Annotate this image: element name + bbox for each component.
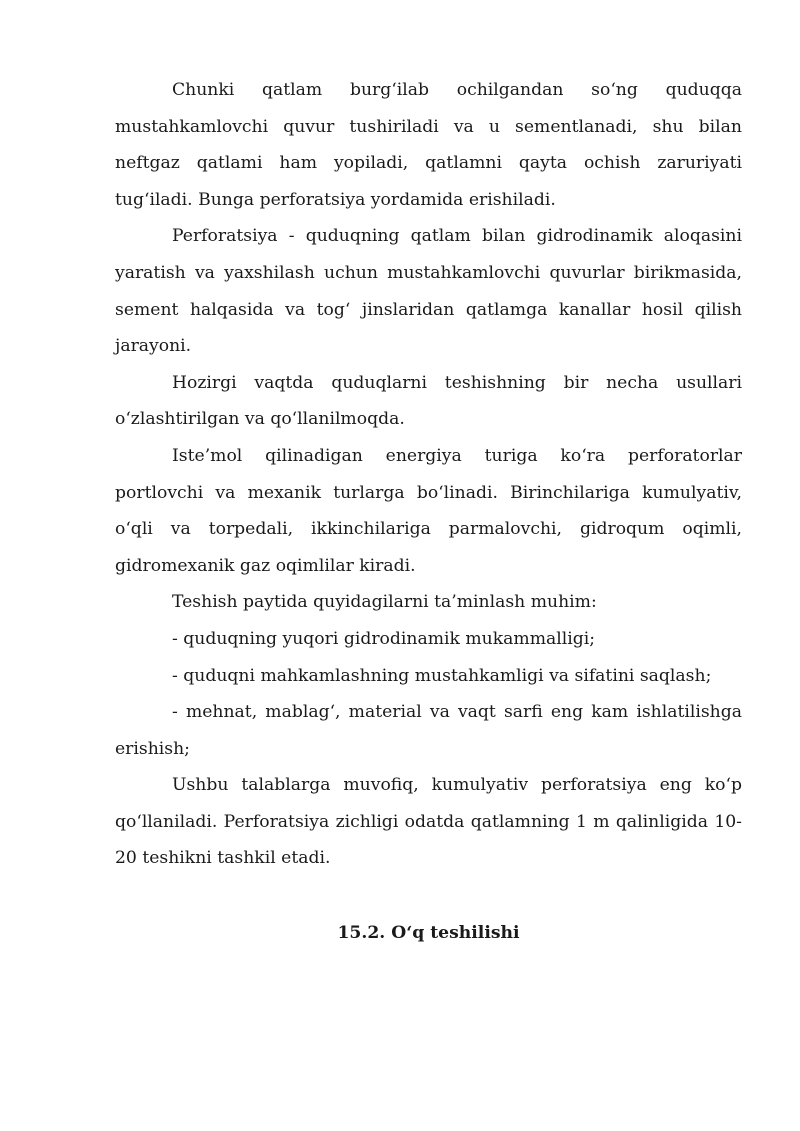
paragraph: Chunki qatlam burg‘ilab ochilgandan so‘ng quduqqa mustahkamlovchi quvur tushiriladi va u sementlanadi, shu bilan neftgaz qatlami ham yopiladi, qatlamni qayta ochish zaruriyati tug‘iladi. Bunga perforatsiya yordamida erishiladi. (115, 80, 742, 210)
paragraph: Hozirgi vaqtda quduqlarni teshishning bir necha usullari o‘zlashtirilgan va qo‘llanilmoqda. (115, 372, 742, 430)
section-heading: 15.2. O‘q teshilishi (337, 923, 520, 944)
paragraph: Iste’mol qilinadigan energiya turiga ko‘ra perforatorlar portlovchi va mexanik turlarga bo‘linadi. Birinchilariga kumulyativ, o‘qli va torpedali, ikkinchilariga parmalovchi, gidroqum oqimli, gidromexanik gaz oqimlilar kiradi. (115, 445, 742, 576)
list-item: - quduqni mahkamlashning mustahkamligi va sifatini saqlash; (172, 665, 712, 686)
paragraph: Ushbu talablarga muvofiq, kumulyativ perforatsiya eng ko‘p qo‘llaniladi. Perforatsiya zichligi odatda qatlamning 1 m qalinligida 10-20 teshikni tashkil etadi. (115, 775, 742, 869)
paragraph: Perforatsiya - quduqning qatlam bilan gidrodinamik aloqasini yaratish va yaxshilash uchun mustahkamlovchi quvurlar birikmasida, sement halqasida va tog‘ jinslaridan qatlamga kanallar hosil qilish jarayoni. (115, 226, 742, 357)
paragraph: Teshish paytida quyidagilarni ta’minlash muhim: (172, 592, 597, 613)
list-item: - mehnat, mablag‘, material va vaqt sarfi eng kam ishlatilishga erishish; (115, 702, 742, 759)
document-body (115, 72, 742, 951)
list-item: - quduqning yuqori gidrodinamik mukammalligi; (172, 628, 596, 649)
